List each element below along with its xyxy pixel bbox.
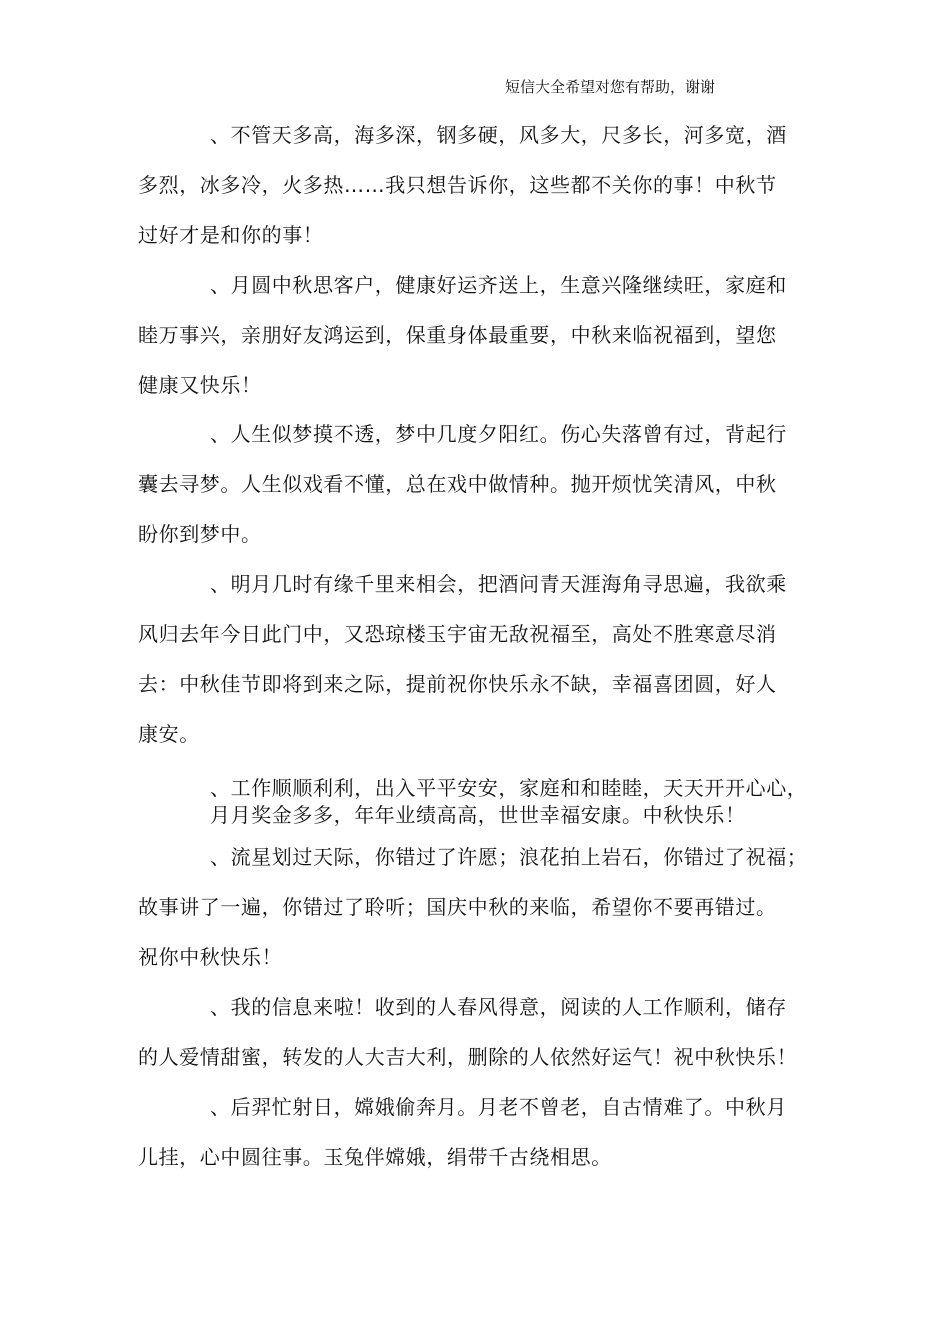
paragraph-line: 囊去寻梦。人生似戏看不懂，总在戏中做情种。抛开烦忧笑清风，中秋: [138, 472, 777, 496]
paragraph-line: 盼你到梦中。: [138, 522, 262, 546]
paragraph-line: 过好才是和你的事！: [138, 223, 324, 247]
paragraph-line: 、工作顺顺利利，出入平平安安，家庭和和睦睦，天天开开心心，: [210, 776, 808, 800]
paragraph-line: 、流星划过天际，你错过了许愿；浪花拍上岩石，你错过了祝福；: [210, 845, 808, 869]
message-paragraph-8: [138, 1082, 828, 1182]
paragraph-line: 儿挂，心中圆往事。玉兔伴嫦娥，绢带千古绕相思。: [138, 1145, 612, 1169]
message-paragraph-5: [138, 775, 828, 829]
message-paragraph-7: [138, 982, 828, 1082]
paragraph-line: 、明月几时有缘千里来相会，把酒问青天涯海角寻思遍，我欲乘: [210, 572, 787, 596]
paragraph-line: 、不管天多高，海多深，钢多硬，风多大，尺多长，河多宽，酒: [210, 123, 787, 147]
paragraph-line: 月月奖金多多，年年业绩高高，世世幸福安康。中秋快乐！: [210, 803, 746, 827]
paragraph-line: 康安。: [138, 722, 200, 746]
paragraph-line: 去：中秋佳节即将到来之际，提前祝你快乐永不缺，幸福喜团圆，好人: [138, 672, 777, 696]
paragraph-line: 、后羿忙射日，嫦娥偷奔月。月老不曾老，自古情难了。中秋月: [210, 1095, 787, 1119]
paragraph-line: 、月圆中秋思客户，健康好运齐送上，生意兴隆继续旺，家庭和: [210, 273, 787, 297]
paragraph-line: 的人爱情甜蜜，转发的人大吉大利，删除的人依然好运气！祝中秋快乐！: [138, 1045, 798, 1069]
paragraph-line: 、人生似梦摸不透，梦中几度夕阳红。伤心失落曾有过，背起行: [210, 422, 787, 446]
message-paragraph-6: [138, 832, 828, 982]
paragraph-line: 多烈，冰多冷，火多热……我只想告诉你，这些都不关你的事！中秋节: [138, 173, 777, 197]
header-note: 短信大全希望对您有帮助，谢谢: [505, 78, 716, 96]
paragraph-line: 故事讲了一遍，你错过了聆听；国庆中秋的来临，希望你不要再错过。: [138, 895, 777, 919]
message-paragraph-2: [138, 260, 828, 410]
paragraph-line: 祝你中秋快乐！: [138, 945, 283, 969]
paragraph-line: 、我的信息来啦！收到的人春风得意，阅读的人工作顺利，储存: [210, 995, 787, 1019]
message-paragraph-4: [138, 559, 828, 759]
paragraph-line: 风归去年今日此门中，又恐琼楼玉宇宙无敌祝福至，高处不胜寒意尽消: [138, 622, 777, 646]
paragraph-line: 健康又快乐！: [138, 373, 262, 397]
message-paragraph-3: [138, 409, 828, 559]
message-paragraph-1: [138, 110, 828, 260]
paragraph-line: 睦万事兴，亲朋好友鸿运到，保重身体最重要，中秋来临祝福到，望您: [138, 323, 777, 347]
